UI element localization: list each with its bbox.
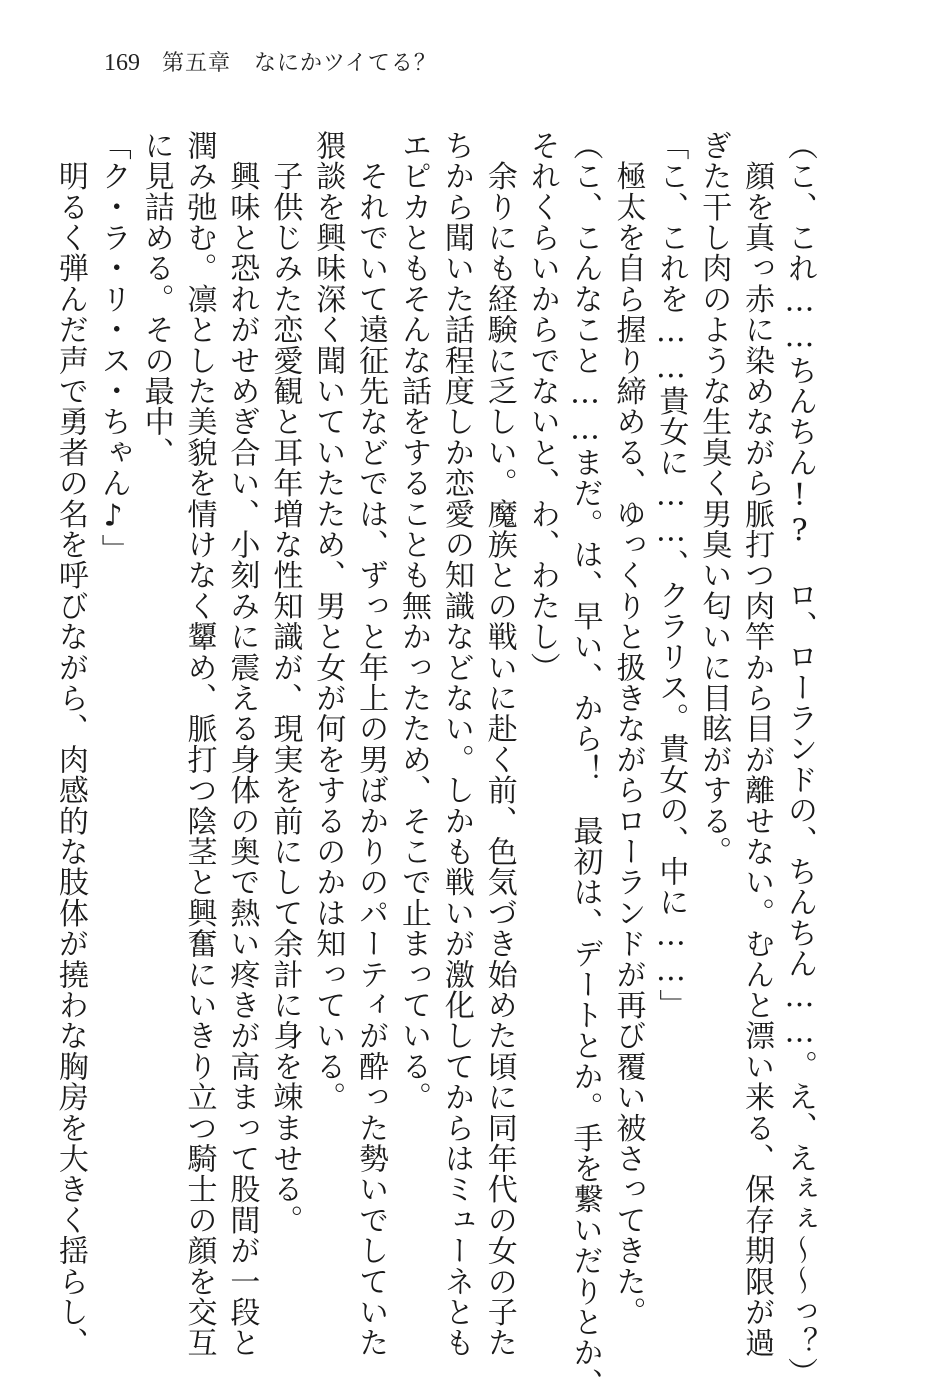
text-line: 明るく弾んだ声で勇者の名を呼びながら、肉感的な肢体が撓わな胸房を大きく揺らし、 [52, 130, 88, 1358]
text-line: （こ、こんなこと……まだ。は、早い、から！ 最初は、デートとか。手を繋いだりとか、 [567, 130, 603, 1399]
page-number: 169 [104, 50, 140, 76]
text-line: 猥談を興味深く聞いていたため、男と女が何をするのかは知っている。 [310, 130, 346, 1113]
running-header [104, 46, 437, 80]
text-line: 顔を真っ赤に染めながら脈打つ肉竿から目が離せない。むんと漂い来る、保存期限が過 [739, 130, 775, 1358]
text-line: 子供じみた恋愛観と耳年増な性知識が、現実を前にして余計に身を竦ませる。 [267, 130, 303, 1236]
text-line: それくらいからでないと、わ、わたし） [524, 130, 560, 683]
text-line: ぎた干し肉のような生臭く男臭い匂いに目眩がする。 [696, 130, 732, 867]
text-line: エピカともそんな話をすることも無かったため、そこで止まっている。 [395, 130, 431, 1113]
text-line: 興味と恐れがせめぎ合い、小刻みに震える身体の奥で熱い疼きが高まって股間が一段と [224, 130, 260, 1358]
text-line: に見詰める。その最中、 [138, 130, 174, 468]
text-line: それでいて遠征先などでは、ずっと年上の男ばかりのパーティが酔った勢いでしていた [353, 130, 389, 1358]
text-line: 極太を自ら握り締める、ゆっくりと扱きながらローランドが再び覆い被さってきた。 [610, 130, 646, 1328]
text-line: 「こ、これを……貴女に……、クラリス。貴女の、中に……」 [653, 130, 689, 1020]
text-line: 余りにも経験に乏しい。魔族との戦いに赴く前、色気づき始めた頃に同年代の女の子た [481, 130, 517, 1358]
vertical-body-text [52, 130, 820, 1399]
text-line: 潤み弛む。凛とした美貌を情けなく顰め、脈打つ陰茎と興奮にいきり立つ騎士の顔を交互 [181, 130, 217, 1358]
text-line: （こ、これ……ちんちん!? ロ、ローランドの、ちんちん……。え、えぇぇ〜〜っ？） [782, 130, 817, 1388]
text-line: 「ク・ラ・リ・ス・ちゃん♪」 [95, 130, 131, 565]
text-line: ちから聞いた話程度しか恋愛の知識などない。しかも戦いが激化してからはミューネとも [438, 130, 474, 1358]
chapter-title: 第五章 なにかツイてる？ [162, 50, 437, 75]
